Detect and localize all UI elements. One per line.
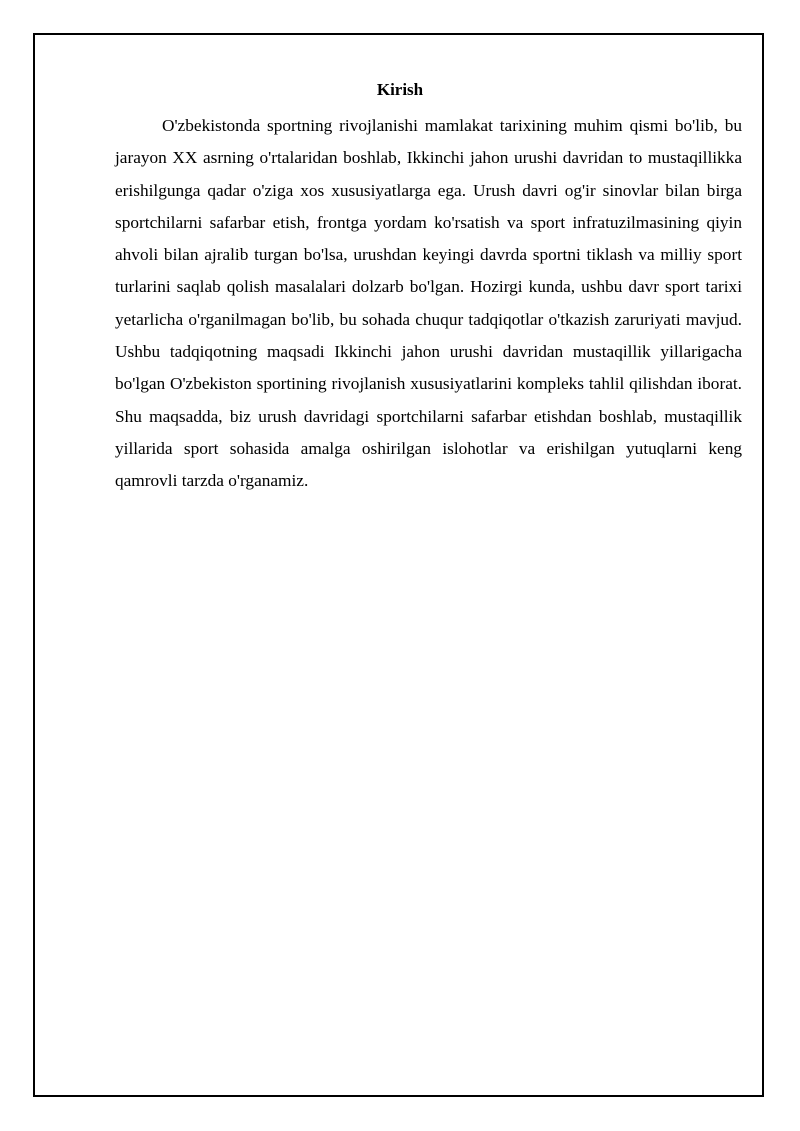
- page-title: Kirish: [376, 80, 424, 99]
- body-paragraph: O'zbekistonda sportning rivojlanishi mamlakat tarixining muhim qismi bo'lib, bu jarayon XX asrning o'rtalaridan boshlab, Ikkinchi jahon urushi davridan to mustaqillikka erishilgunga qadar o'ziga xos xususiyatlarga ega. Urush davri og'ir sinovlar bilan birga sportchilarni safarbar etish, frontga yordam ko'rsatish va sport infratuzilmasining qiyin ahvoli bilan ajralib turgan bo'lsa, urushdan keyingi davrda sportni tiklash va milliy sport turlarini saqlab qolish masalalari dolzarb bo'lgan. Hozirgi kunda, ushbu davr sport tarixi yetarlicha o'rganilmagan bo'lib, bu sohada chuqur tadqiqotlar o'tkazish zaruriyati mavjud. Ushbu tadqiqotning maqsadi Ikkinchi jahon urushi davridan mustaqillik yillarigacha bo'lgan O'zbekiston sportining rivojlanish xususiyatlarini kompleks tahlil qilishdan iborat. Shu maqsadda, biz urush davridagi sportchilarni safarbar etishdan boshlab, mustaqillik yillarida sport sohasida amalga oshirilgan islohotlar va erishilgan yutuqlarni keng qamrovli tarzda o'rganamiz.: [115, 116, 742, 491]
